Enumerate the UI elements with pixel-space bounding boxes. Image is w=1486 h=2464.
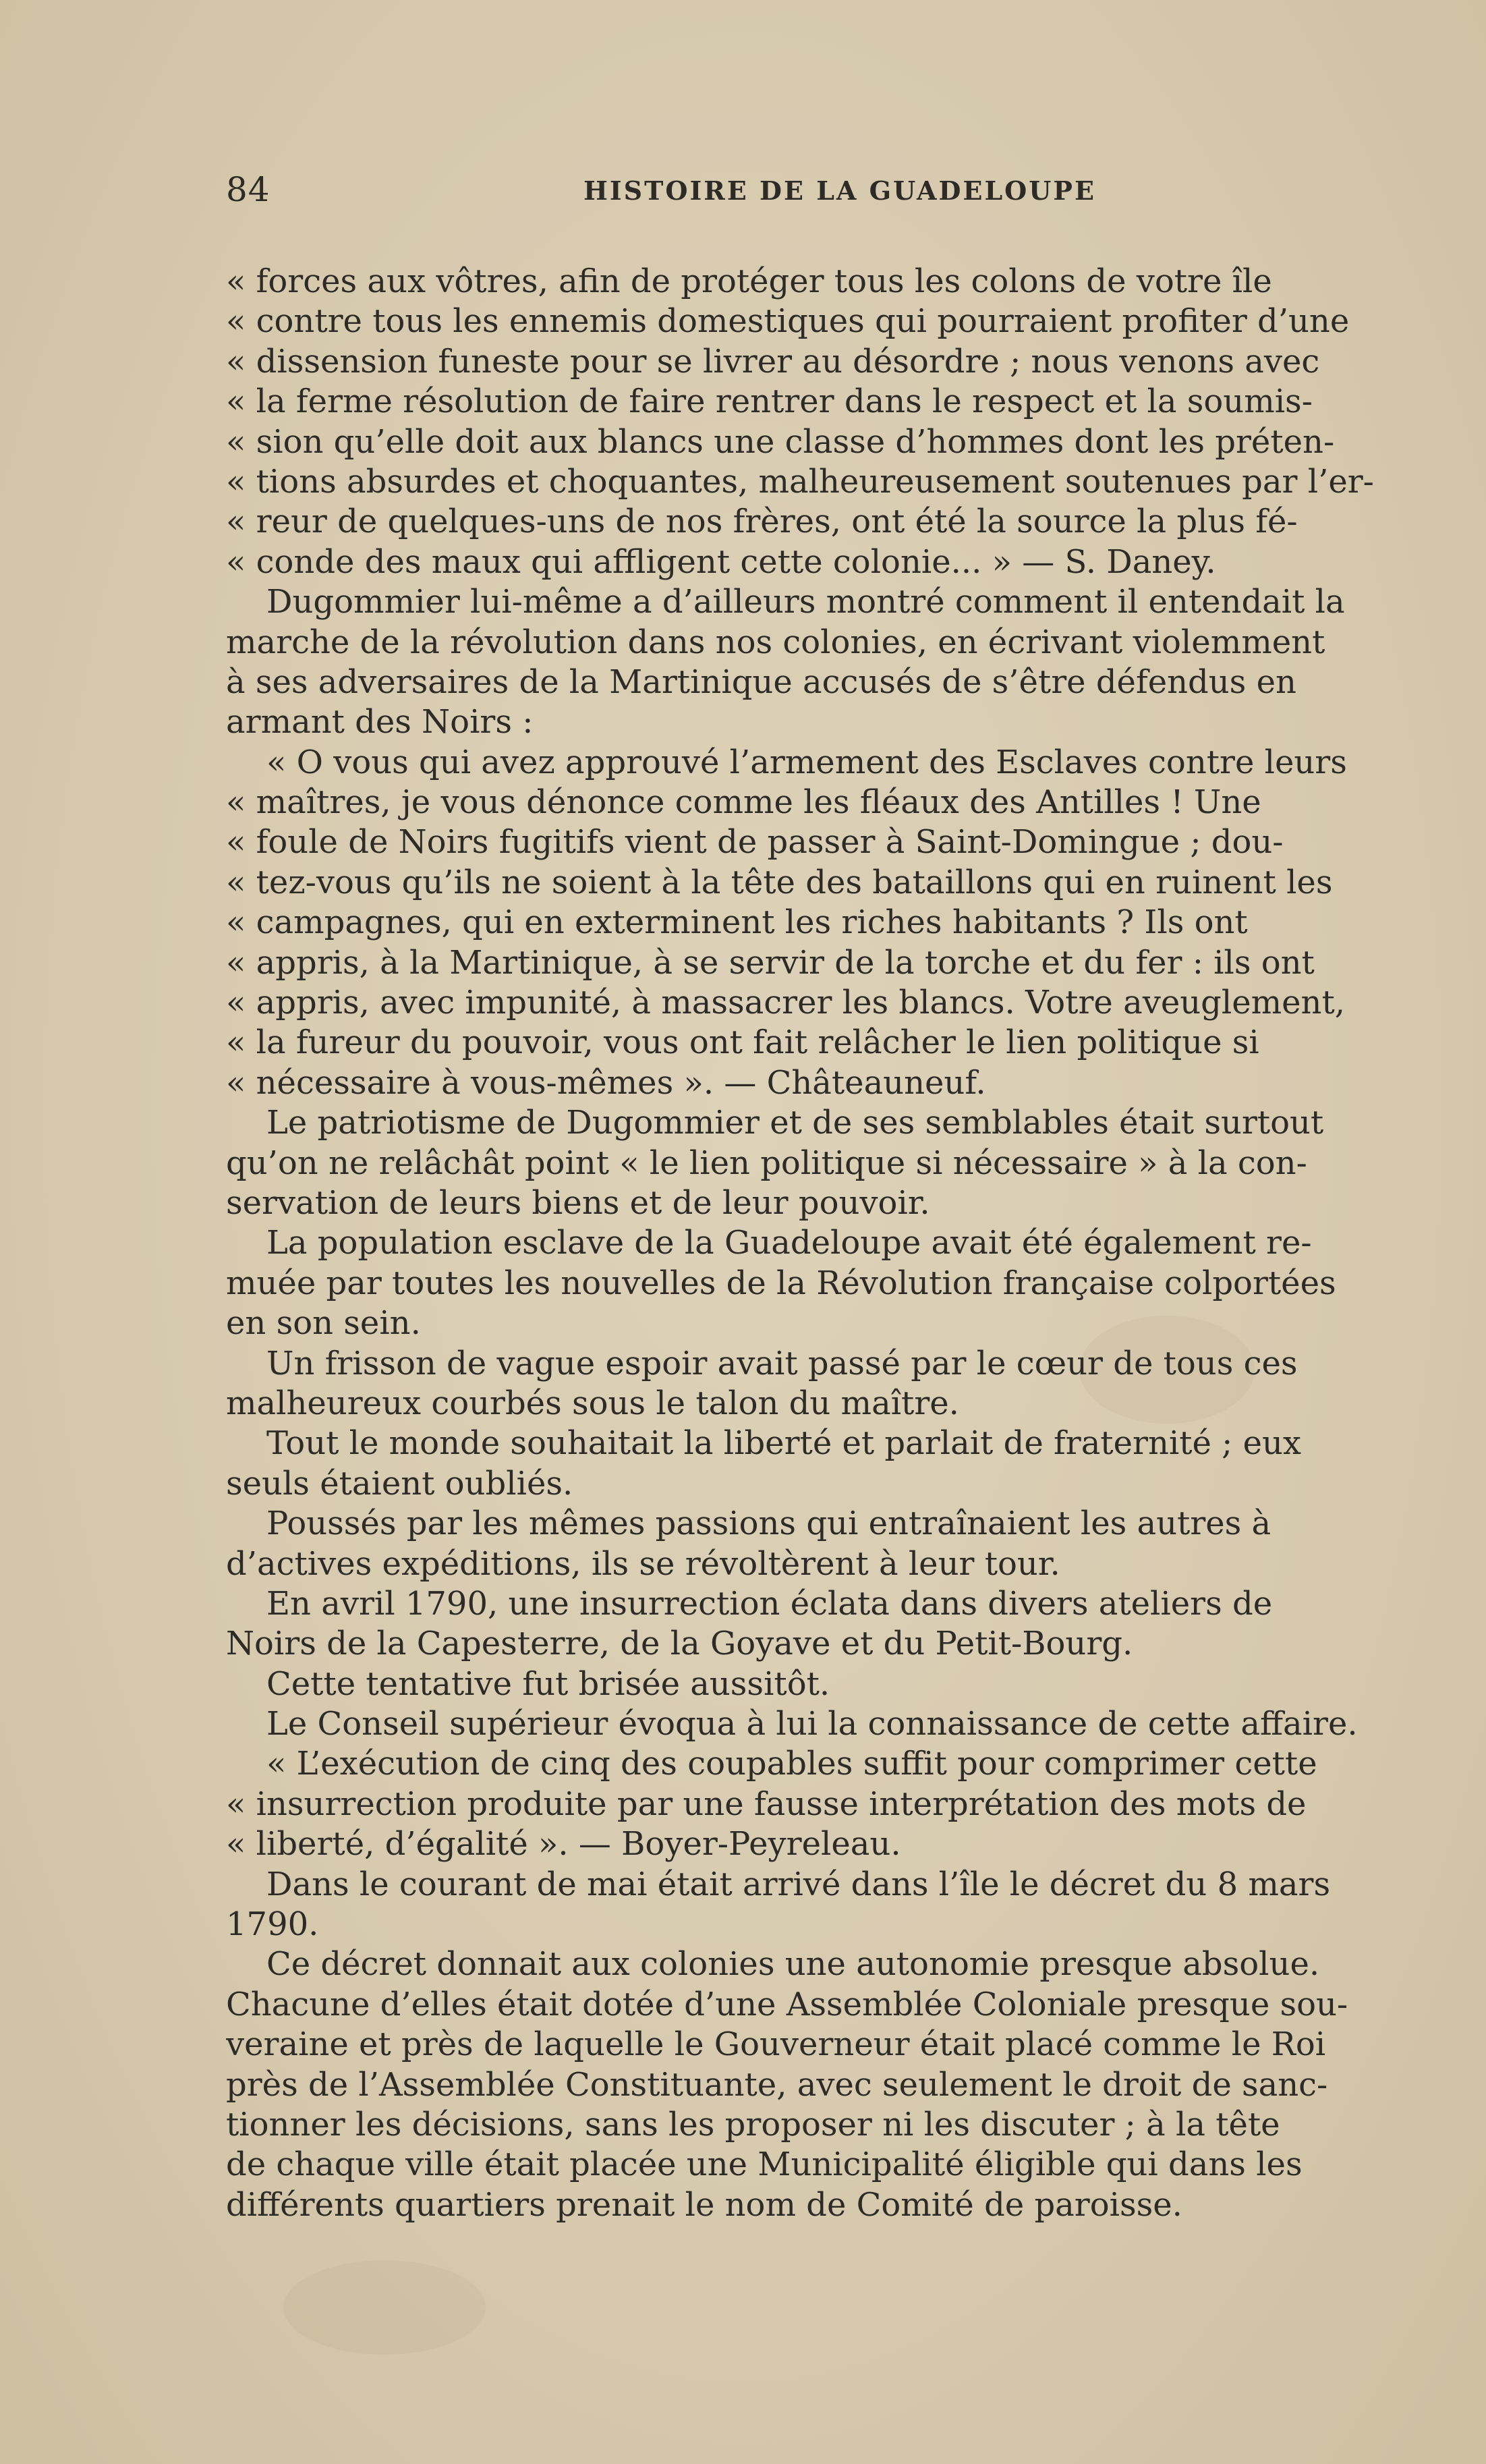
- text-line: « contre tous les ennemis domestiques qui pourraient profiter d’une: [226, 302, 1350, 341]
- text-line: « L’exécution de cinq des coupables suffit pour comprimer cette: [266, 1745, 1317, 1783]
- text-line: Dugommier lui-même a d’ailleurs montré comment il entendait la: [266, 583, 1345, 621]
- text-line: Cette tentative fut brisée aussitôt.: [266, 1664, 830, 1703]
- paper-stain: [283, 2260, 486, 2355]
- text-line: En avril 1790, une insurrection éclata dans divers ateliers de: [266, 1584, 1273, 1623]
- text-line: malheureux courbés sous le talon du maître.: [226, 1384, 959, 1422]
- text-line: muée par toutes les nouvelles de la Révolution française colportées: [226, 1264, 1336, 1302]
- text-line: armant des Noirs :: [226, 703, 534, 741]
- page-number: 84: [226, 170, 270, 209]
- text-line: qu’on ne relâchât point « le lien politique si nécessaire » à la con-: [226, 1144, 1307, 1182]
- text-line: La population esclave de la Guadeloupe avait été également re-: [266, 1224, 1312, 1262]
- text-line: « liberté, d’égalité ». — Boyer-Peyreleau.: [226, 1825, 901, 1864]
- text-line: 1790.: [226, 1905, 319, 1944]
- text-line: Dans le courant de mai était arrivé dans l’île le décret du 8 mars: [266, 1865, 1331, 1903]
- text-line: « reur de quelques-uns de nos frères, ont été la source la plus fé-: [226, 503, 1298, 541]
- page-header: [226, 170, 1393, 211]
- text-line: en son sein.: [226, 1304, 421, 1343]
- text-line: « dissension funeste pour se livrer au désordre ; nous venons avec: [226, 342, 1320, 381]
- text-line: différents quartiers prenait le nom de Comité de paroisse.: [226, 2185, 1182, 2224]
- text-line: « tez-vous qu’ils ne soient à la tête des bataillons qui en ruinent les: [226, 863, 1333, 901]
- text-line: « appris, à la Martinique, à se servir de la torche et du fer : ils ont: [226, 943, 1315, 982]
- text-line: « la ferme résolution de faire rentrer dans le respect et la soumis-: [226, 383, 1313, 421]
- text-line: marche de la révolution dans nos colonies, en écrivant violemment: [226, 623, 1325, 661]
- text-line: « maîtres, je vous dénonce comme les fléaux des Antilles ! Une: [226, 783, 1261, 822]
- text-line: Poussés par les mêmes passions qui entraînaient les autres à: [266, 1505, 1271, 1543]
- text-line: de chaque ville était placée une Municipalité éligible qui dans les: [226, 2146, 1303, 2184]
- text-line: « O vous qui avez approuvé l’armement des Esclaves contre leurs: [266, 743, 1347, 781]
- body-text: [226, 262, 1433, 2225]
- text-line: « nécessaire à vous-mêmes ». — Châteauneuf.: [226, 1063, 986, 1102]
- text-line: veraine et près de laquelle le Gouverneur était placé comme le Roi: [226, 2025, 1326, 2064]
- text-line: Tout le monde souhaitait la liberté et parlait de fraternité ; eux: [266, 1424, 1301, 1463]
- text-line: « foule de Noirs fugitifs vient de passer à Saint-Domingue ; dou-: [226, 823, 1284, 862]
- text-line: Chacune d’elles était dotée d’une Assemblée Coloniale presque sou-: [226, 1985, 1348, 2023]
- text-line: « conde des maux qui affligent cette colonie... » — S. Daney.: [226, 542, 1216, 581]
- text-line: Un frisson de vague espoir avait passé par le cœur de tous ces: [266, 1344, 1298, 1382]
- text-line: « campagnes, qui en exterminent les riches habitants ? Ils ont: [226, 903, 1248, 942]
- text-line: « tions absurdes et choquantes, malheureusement soutenues par l’er-: [226, 462, 1374, 501]
- text-line: servation de leurs biens et de leur pouvoir.: [226, 1183, 930, 1222]
- text-line: « sion qu’elle doit aux blancs une classe d’hommes dont les préten-: [226, 422, 1335, 461]
- text-line: Ce décret donnait aux colonies une autonomie presque absolue.: [266, 1945, 1320, 1984]
- text-line: « insurrection produite par une fausse interprétation des mots de: [226, 1785, 1307, 1823]
- text-line: à ses adversaires de la Martinique accusés de s’être défendus en: [226, 663, 1296, 701]
- text-line: Le patriotisme de Dugommier et de ses semblables était surtout: [266, 1104, 1324, 1142]
- text-line: « forces aux vôtres, afin de protéger tous les colons de votre île: [226, 262, 1272, 300]
- text-line: près de l’Assemblée Constituante, avec seulement le droit de sanc-: [226, 2065, 1328, 2104]
- text-line: seuls étaient oubliés.: [226, 1464, 573, 1503]
- text-line: Noirs de la Capesterre, de la Goyave et du Petit-Bourg.: [226, 1625, 1133, 1663]
- text-line: Le Conseil supérieur évoqua à lui la connaissance de cette affaire.: [266, 1705, 1358, 1743]
- text-line: tionner les décisions, sans les proposer ni les discuter ; à la tête: [226, 2105, 1280, 2144]
- text-line: « la fureur du pouvoir, vous ont fait relâcher le lien politique si: [226, 1024, 1259, 1062]
- text-line: « appris, avec impunité, à massacrer les blancs. Votre aveuglement,: [226, 984, 1345, 1022]
- text-line: d’actives expéditions, ils se révoltèrent à leur tour.: [226, 1544, 1060, 1583]
- running-head: HISTOIRE DE LA GUADELOUPE: [583, 175, 1096, 206]
